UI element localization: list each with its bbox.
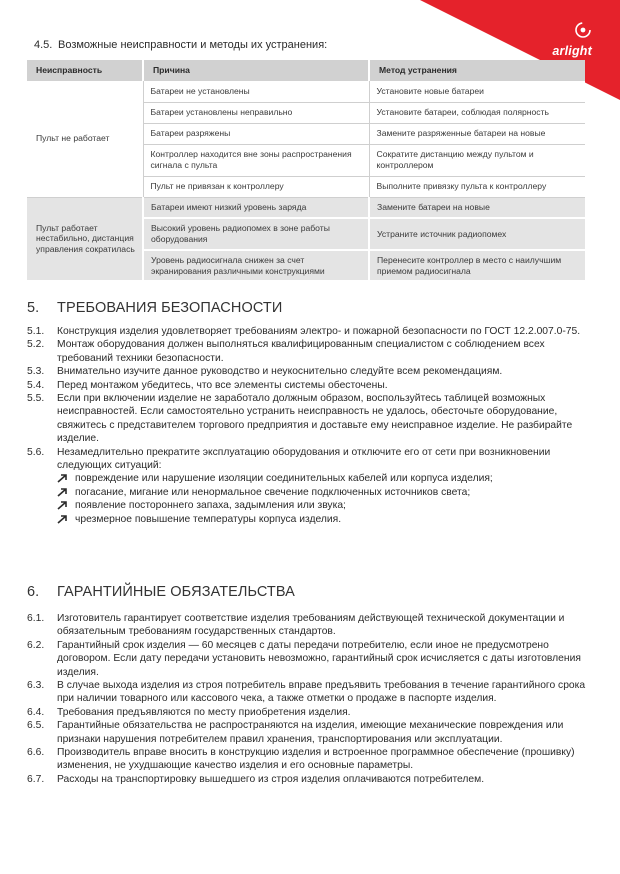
bullet-list bbox=[57, 472, 587, 526]
cause-cell: Пульт не привязан к контроллеру bbox=[143, 176, 369, 197]
cause-cell: Батареи не установлены bbox=[143, 81, 369, 102]
list-item bbox=[27, 325, 587, 338]
list-item bbox=[27, 706, 587, 719]
arrow-bullet-icon bbox=[57, 472, 75, 483]
section-5-list bbox=[27, 325, 587, 526]
remedy-cell: Перенесите контроллер в место с наилучшим приемом радиосигнала bbox=[369, 250, 585, 281]
section-heading-text: ГАРАНТИЙНЫЕ ОБЯЗАТЕЛЬСТВА bbox=[57, 584, 295, 600]
item-number: 6.4. bbox=[27, 706, 45, 718]
logo-ring-icon bbox=[574, 21, 592, 39]
bullet-text: появление постороннего запаха, задымления или звука; bbox=[75, 500, 346, 512]
bullet-text: погасание, мигание или ненормальное свечение подключенных источников света; bbox=[75, 486, 471, 498]
list-item bbox=[27, 639, 587, 679]
cause-cell: Батареи разряжены bbox=[143, 123, 369, 144]
item-text: Расходы на транспортировку вышедшего из строя изделия оплачиваются потребителем. bbox=[57, 773, 485, 785]
item-number: 5.2. bbox=[27, 339, 45, 351]
bullet-text: повреждение или нарушение изоляции соединительных кабелей или корпуса изделия; bbox=[75, 473, 493, 485]
item-number: 5.6. bbox=[27, 446, 45, 458]
item-number: 6.6. bbox=[27, 747, 45, 759]
section-heading-text: ТРЕБОВАНИЯ БЕЗОПАСНОСТИ bbox=[57, 300, 283, 316]
item-number: 6.3. bbox=[27, 680, 45, 692]
list-item bbox=[27, 392, 587, 446]
list-item bbox=[27, 612, 587, 639]
item-text: Конструкция изделия удовлетворяет требованиям электро- и пожарной безопасности по ГОСТ 12.2.007.0-75. bbox=[57, 326, 581, 337]
troubleshooting-table bbox=[27, 60, 585, 282]
table-header-row bbox=[27, 60, 585, 81]
arrow-bullet-icon bbox=[57, 513, 75, 524]
item-text: Перед монтажом убедитесь, что все элементы системы обесточены. bbox=[57, 379, 388, 391]
item-number: 6.2. bbox=[27, 639, 45, 651]
fault-cell: Пульт работает нестабильно, дистанция управления сократилась bbox=[27, 197, 143, 281]
remedy-cell: Установите новые батареи bbox=[369, 81, 585, 102]
item-text: Гарантийный срок изделия — 60 месяцев с даты передачи потребителю, если иное не предусмотрено договором. Если дату передачи установить невозможно, гарантийный срок исчисляется с даты изготовления изделия. bbox=[57, 639, 581, 678]
item-text: Требования предъявляются по месту приобретения изделия. bbox=[57, 706, 351, 718]
item-text: В случае выхода изделия из строя потребитель вправе предъявить требования в течение гарантийного срока при наличии товарного или кассового чека, а также отметки о продаже в паспорте изделия. bbox=[57, 680, 586, 705]
header-remedy: Метод устранения bbox=[369, 60, 585, 81]
section-5-heading bbox=[27, 300, 282, 316]
item-text: Если при включении изделие не заработало должным образом, воспользуйтесь таблицей возможных неисправностей. Если самостоятельно устранить неисправность не удалось, обесточьте оборудование, свяжитесь с представителем торгового предприятия и доставьте ему неисправное изделие. Не разбирайте изделие. bbox=[57, 393, 573, 445]
section-6-list bbox=[27, 612, 587, 786]
item-text: Гарантийные обязательства не распространяются на изделия, имеющие механические повреждения или признаки нарушения потребителем правил хранения, транспортирования или эксплуатации. bbox=[57, 720, 564, 745]
cause-cell: Уровень радиосигнала снижен за счет экранирования различными конструкциями bbox=[143, 250, 369, 281]
list-item bbox=[27, 679, 587, 706]
brand-logo: arlight bbox=[552, 44, 592, 58]
list-item bbox=[27, 773, 587, 786]
item-text: Изготовитель гарантирует соответствие изделия требованиям действующей технической документации и обязательным требованиям государственных стандартов. bbox=[57, 613, 565, 638]
table-row bbox=[27, 197, 585, 218]
bullet-item bbox=[57, 513, 587, 526]
item-text: Внимательно изучите данное руководство и неукоснительно следуйте всем рекомендациям. bbox=[57, 366, 503, 378]
section-6-heading bbox=[27, 584, 295, 600]
item-number: 6.5. bbox=[27, 720, 45, 732]
list-item bbox=[27, 719, 587, 746]
remedy-cell: Выполните привязку пульта к контроллеру bbox=[369, 176, 585, 197]
item-text: Монтаж оборудования должен выполняться квалифицированным специалистом с соблюдением всех требований техники безопасности. bbox=[57, 339, 545, 364]
section-number: 5. bbox=[27, 300, 40, 316]
section-number: 4.5. bbox=[34, 39, 53, 51]
cause-cell: Контроллер находится вне зоны распространения сигнала с пульта bbox=[143, 144, 369, 176]
list-item bbox=[27, 379, 587, 392]
cause-cell: Высокий уровень радиопомех в зоне работы оборудования bbox=[143, 218, 369, 250]
bullet-text: чрезмерное повышение температуры корпуса изделия. bbox=[75, 513, 342, 525]
item-number: 6.7. bbox=[27, 773, 45, 785]
item-number: 6.1. bbox=[27, 613, 45, 624]
remedy-cell: Замените разряженные батареи на новые bbox=[369, 123, 585, 144]
arrow-bullet-icon bbox=[57, 499, 75, 510]
cause-cell: Батареи имеют низкий уровень заряда bbox=[143, 197, 369, 218]
remedy-cell: Сократите дистанцию между пультом и контроллером bbox=[369, 144, 585, 176]
list-item bbox=[27, 446, 587, 473]
item-text: Незамедлительно прекратите эксплуатацию оборудования и отключите его от сети при возникновении следующих ситуаций: bbox=[57, 446, 551, 472]
list-item bbox=[27, 365, 587, 378]
remedy-cell: Устраните источник радиопомех bbox=[369, 218, 585, 250]
fault-cell: Пульт не работает bbox=[27, 81, 143, 197]
item-text: Производитель вправе вносить в конструкцию изделия и встроенное программное обеспечение (прошивку) изменения, не ухудшающие качество изделия и его основные параметры. bbox=[57, 747, 575, 772]
arrow-bullet-icon bbox=[57, 486, 75, 497]
section-4-5-title bbox=[34, 39, 327, 51]
bullet-item bbox=[57, 472, 587, 485]
table-row bbox=[27, 81, 585, 102]
bullet-item bbox=[57, 486, 587, 499]
item-number: 5.5. bbox=[27, 393, 45, 405]
header-fault: Неисправность bbox=[27, 60, 143, 81]
bullet-item bbox=[57, 499, 587, 512]
list-item bbox=[27, 746, 587, 773]
item-number: 5.1. bbox=[27, 326, 45, 337]
remedy-cell: Установите батареи, соблюдая полярность bbox=[369, 102, 585, 123]
cause-cell: Батареи установлены неправильно bbox=[143, 102, 369, 123]
section-number: 6. bbox=[27, 584, 40, 600]
section-title-text: Возможные неисправности и методы их устранения: bbox=[58, 39, 328, 51]
item-number: 5.3. bbox=[27, 366, 45, 378]
header-cause: Причина bbox=[143, 60, 369, 81]
item-number: 5.4. bbox=[27, 379, 45, 391]
list-item bbox=[27, 338, 587, 365]
remedy-cell: Замените батареи на новые bbox=[369, 197, 585, 218]
